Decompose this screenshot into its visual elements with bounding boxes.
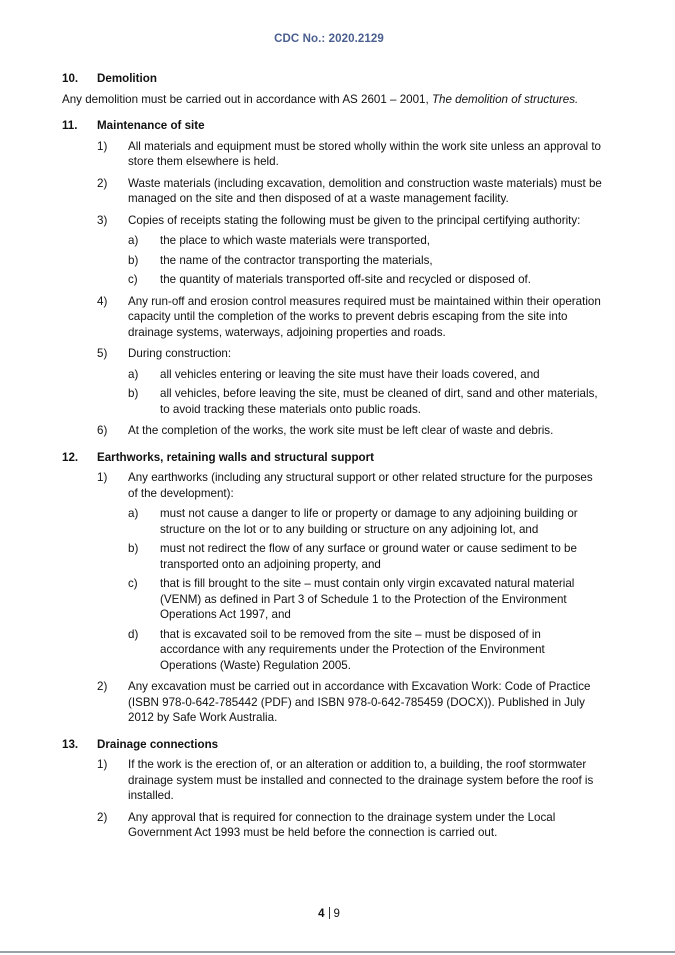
item-text: Any earthworks (including any structural support or other related structure for the purposes of the development): — [128, 471, 593, 500]
sub-item — [128, 367, 602, 383]
standard-title: The demolition of structures. — [431, 92, 579, 106]
section-number: 13. — [62, 737, 79, 751]
section-number: 12. — [62, 450, 79, 464]
sub-item-letter: c) — [128, 273, 138, 286]
section-paragraph — [62, 92, 602, 108]
item-number: 4) — [97, 294, 108, 308]
item-number: 1) — [97, 471, 108, 484]
section-drainage-connections — [62, 737, 602, 841]
list-item — [97, 294, 602, 341]
item-number: 6) — [97, 424, 108, 437]
list-item — [97, 139, 602, 170]
sub-item-letter: a) — [128, 507, 139, 520]
sub-item-letter: b) — [128, 253, 139, 267]
item-text: Any approval that is required for connection to the drainage system under the Local Government Act 1993 must be held before the connection is carried out. — [128, 810, 556, 839]
list-item — [97, 757, 602, 804]
section-earthworks — [62, 450, 602, 726]
sub-item-letter: b) — [128, 387, 139, 400]
sub-item — [128, 627, 602, 674]
item-text: Any run-off and erosion control measures required must be maintained within their operation capacity until the completion of the works to prevent debris escaping from the site into drainage systems, waterways, adjoining properties and roads. — [128, 294, 601, 339]
sub-item — [128, 541, 602, 572]
sub-item — [128, 576, 602, 623]
sub-item-text: all vehicles, before leaving the site, must be cleaned of dirt, sand and other materials, to avoid tracking these materials onto public roads. — [160, 387, 598, 416]
sub-item-text: the quantity of materials transported off-site and recycled or disposed of. — [160, 273, 531, 286]
sub-item-text: the name of the contractor transporting the materials, — [160, 253, 433, 267]
sub-item — [128, 253, 602, 269]
sub-item — [128, 506, 602, 537]
item-number: 2) — [97, 680, 108, 693]
section-number: 10. — [62, 72, 79, 85]
list-item — [97, 176, 602, 207]
item-text: All materials and equipment must be stored wholly within the work site unless an approval to store them elsewhere is held. — [128, 139, 602, 168]
page-footer — [0, 907, 658, 923]
cdc-number-header: CDC No.: 2020.2129 — [274, 33, 384, 45]
item-text: Any excavation must be carried out in accordance with Excavation Work: Code of Practice (ISBN 978-0-642-785442 (PDF) and ISBN 978-0-642-785459 (DOCX)). Published in July 2012 by Safe Work Australia. — [128, 680, 591, 724]
section-maintenance-of-site — [62, 118, 602, 439]
list-item — [97, 423, 602, 439]
total-pages: 9 — [333, 908, 340, 920]
sub-item — [128, 272, 602, 288]
item-number: 2) — [97, 810, 108, 824]
section-heading — [62, 71, 602, 87]
sub-item-text: that is fill brought to the site – must contain only virgin excavated natural material (VENM) as defined in Part 3 of Schedule 1 to the Protection of the Environment Operations Act 1997, and — [160, 577, 575, 621]
section-title: Maintenance of site — [97, 119, 205, 132]
document-body — [62, 71, 602, 852]
sub-item-text: must not redirect the flow of any surface or ground water or cause sediment to be transported onto an adjoining property, and — [160, 542, 577, 571]
list-item — [97, 679, 602, 726]
sub-item-letter: a) — [128, 234, 139, 247]
sub-item-text: that is excavated soil to be removed from the site – must be disposed of in accordance with any requirements under the Protection of the Environment Operations (Waste) Regulation 2005. — [160, 627, 545, 672]
item-text: Waste materials (including excavation, demolition and construction waste materials) must be managed on the site and then disposed of at a waste management facility. — [128, 176, 602, 205]
sub-item-text: the place to which waste materials were transported, — [160, 234, 431, 247]
list-item — [97, 213, 602, 288]
list-item — [97, 810, 602, 841]
sub-item-text: must not cause a danger to life or property or damage to any adjoining building or structure on the lot or to any building or structure on any adjoining lot, and — [160, 507, 578, 536]
sub-item-letter: d) — [128, 627, 139, 641]
section-heading — [62, 737, 602, 753]
item-text: During construction: — [128, 347, 232, 360]
sub-item-letter: c) — [128, 577, 138, 590]
page-separator — [329, 907, 330, 919]
section-heading — [62, 450, 602, 466]
item-number: 1) — [97, 758, 108, 771]
sub-item-text: all vehicles entering or leaving the site must have their loads covered, and — [160, 367, 540, 381]
section-title: Earthworks, retaining walls and structural support — [97, 450, 375, 464]
list-item — [97, 470, 602, 673]
item-number: 2) — [97, 176, 108, 190]
current-page-number: 4 — [318, 908, 325, 920]
section-title: Demolition — [97, 72, 157, 85]
item-text: Copies of receipts stating the following must be given to the principal certifying authority: — [128, 213, 581, 227]
section-heading — [62, 118, 602, 134]
list-item — [97, 346, 602, 417]
sub-item-letter: b) — [128, 542, 139, 555]
item-text: At the completion of the works, the work site must be left clear of waste and debris. — [128, 424, 554, 437]
section-title: Drainage connections — [97, 737, 219, 751]
item-number: 1) — [97, 139, 108, 153]
paragraph-text: Any demolition must be carried out in accordance with AS 2601 – 2001, — [62, 92, 432, 106]
sub-item — [128, 233, 602, 249]
item-text: If the work is the erection of, or an alteration or addition to, a building, the roof stormwater drainage system must be installed and connected to the drainage system before the roof is installed. — [128, 758, 594, 802]
page-bottom-border — [0, 951, 675, 953]
sub-item-letter: a) — [128, 367, 139, 381]
item-number: 5) — [97, 347, 108, 360]
sub-item — [128, 386, 602, 417]
section-demolition — [62, 71, 602, 107]
section-number: 11. — [62, 119, 78, 132]
item-number: 3) — [97, 213, 108, 227]
